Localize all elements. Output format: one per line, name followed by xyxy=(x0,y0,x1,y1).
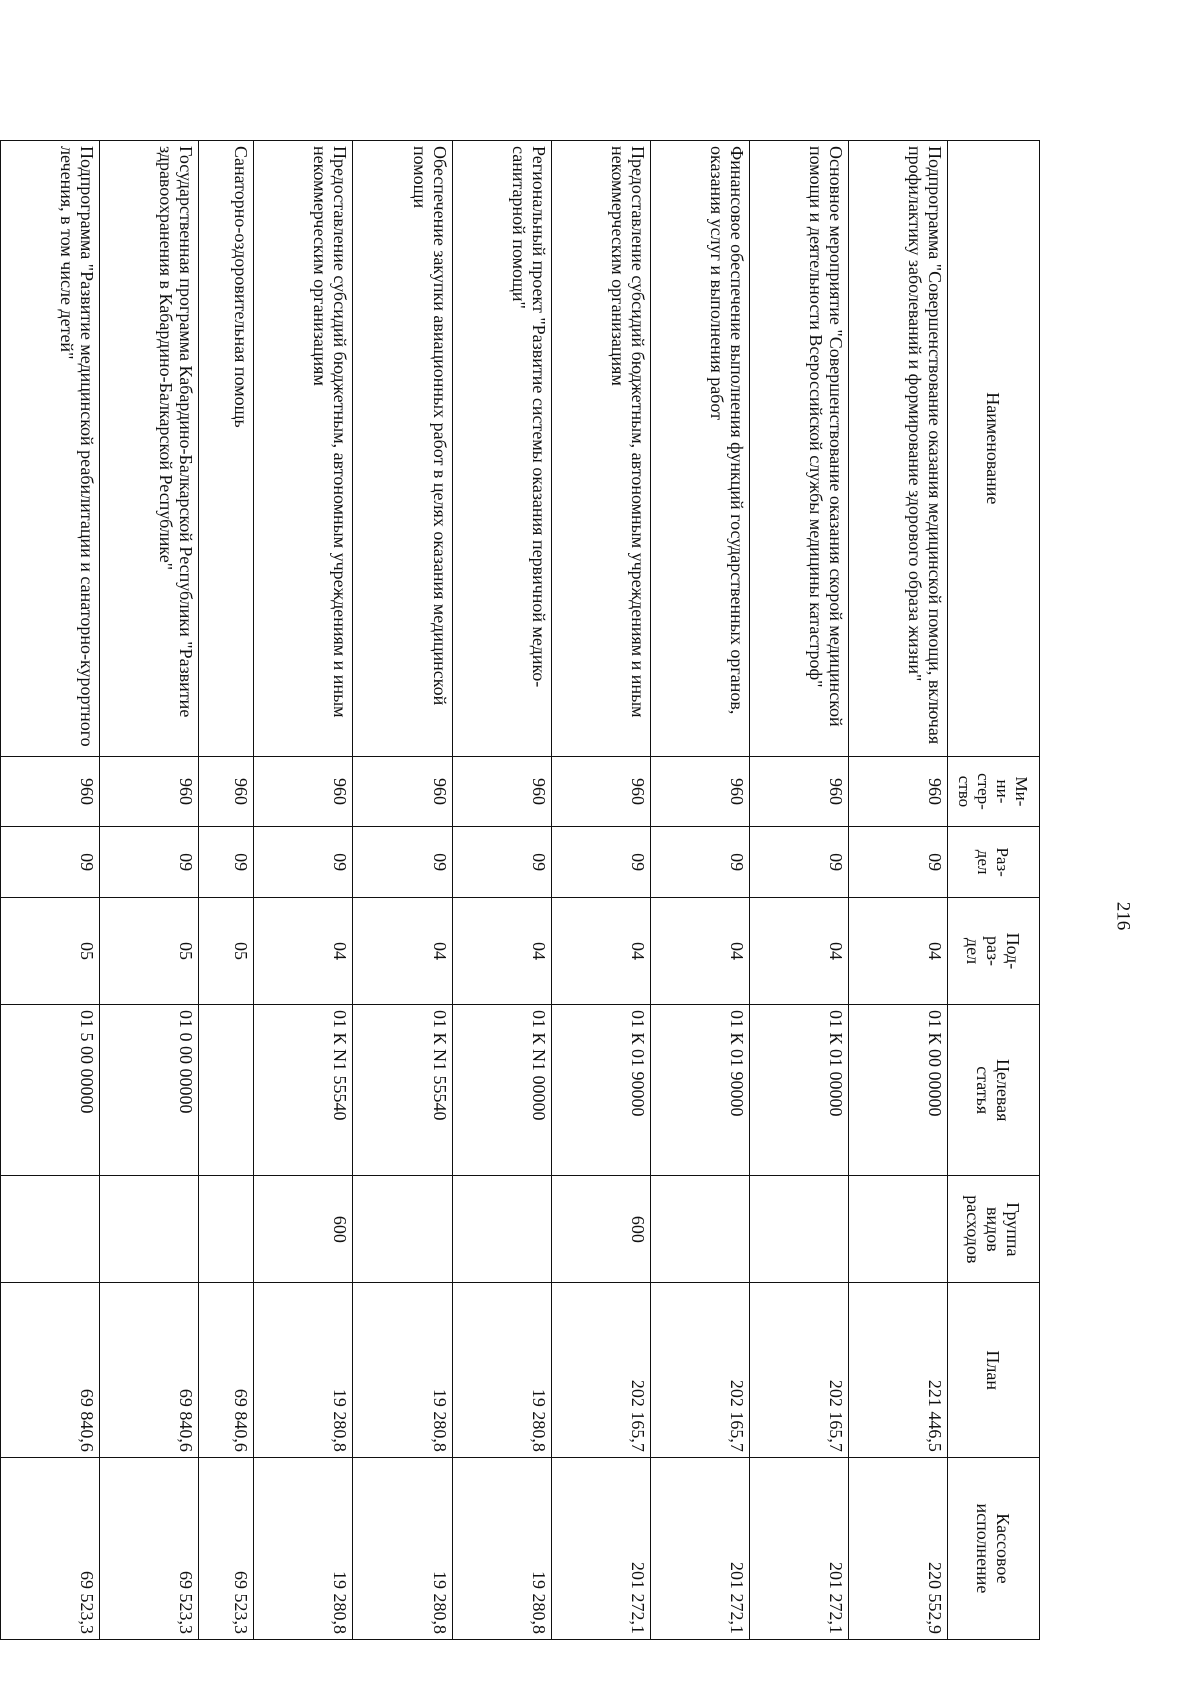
row-section: 09 xyxy=(551,827,650,898)
row-ministry: 960 xyxy=(100,756,199,827)
row-name: Основное мероприятие "Совершенствование оказания скорой медицинской помощи и деятельности Всероссийской службы медицины катастроф" xyxy=(749,141,848,757)
row-target: 01 К 01 00000 xyxy=(749,1005,848,1176)
row-cash: 69 523,3 xyxy=(199,1457,254,1639)
row-group: 600 xyxy=(254,1176,353,1283)
row-name: Подпрограмма "Совершенствование оказания медицинской помощи, включая профилактику заболеваний и формирование здорового образа жизни" xyxy=(848,141,947,757)
row-group: 600 xyxy=(551,1176,650,1283)
row-cash: 69 523,3 xyxy=(100,1457,199,1639)
table-row xyxy=(254,141,353,1640)
table-row xyxy=(848,141,947,1640)
row-plan: 221 446,5 xyxy=(848,1283,947,1458)
header-target: Целевая статья xyxy=(948,1005,1040,1176)
row-ministry: 960 xyxy=(848,756,947,827)
row-target xyxy=(199,1005,254,1176)
row-subsection: 04 xyxy=(551,897,650,1004)
row-cash: 69 523,3 xyxy=(1,1457,100,1639)
row-name: Финансовое обеспечение выполнения функций государственных органов, оказания услуг и выполнения работ xyxy=(650,141,749,757)
row-ministry: 960 xyxy=(650,756,749,827)
row-cash: 220 552,9 xyxy=(848,1457,947,1639)
row-group xyxy=(848,1176,947,1283)
header-section: Раз- дел xyxy=(948,827,1040,898)
table-row xyxy=(199,141,254,1640)
row-target: 01 К 00 00000 xyxy=(848,1005,947,1176)
table-row xyxy=(1,141,100,1640)
row-section: 09 xyxy=(452,827,551,898)
row-section: 09 xyxy=(749,827,848,898)
row-plan: 69 840,6 xyxy=(100,1283,199,1458)
row-name: Предоставление субсидий бюджетным, автономным учреждениям и иным некоммерческим организациям xyxy=(254,141,353,757)
row-subsection: 04 xyxy=(353,897,452,1004)
row-section: 09 xyxy=(1,827,100,898)
header-row xyxy=(948,141,1040,1640)
row-plan: 69 840,6 xyxy=(199,1283,254,1458)
row-group xyxy=(100,1176,199,1283)
row-target: 01 5 00 00000 xyxy=(1,1005,100,1176)
row-plan: 69 840,6 xyxy=(1,1283,100,1458)
row-group xyxy=(452,1176,551,1283)
row-target: 01 0 00 00000 xyxy=(100,1005,199,1176)
header-cash: Кассовое исполнение xyxy=(948,1457,1040,1639)
row-section: 09 xyxy=(199,827,254,898)
row-subsection: 04 xyxy=(650,897,749,1004)
row-subsection: 05 xyxy=(1,897,100,1004)
row-target: 01 К N1 55540 xyxy=(254,1005,353,1176)
row-cash: 201 272,1 xyxy=(650,1457,749,1639)
table-row xyxy=(650,141,749,1640)
row-group xyxy=(353,1176,452,1283)
row-ministry: 960 xyxy=(452,756,551,827)
row-target: 01 К N1 00000 xyxy=(452,1005,551,1176)
row-group xyxy=(650,1176,749,1283)
header-name: Наименование xyxy=(948,141,1040,757)
row-section: 09 xyxy=(353,827,452,898)
table-row xyxy=(749,141,848,1640)
row-subsection: 05 xyxy=(100,897,199,1004)
row-ministry: 960 xyxy=(551,756,650,827)
row-target: 01 К 01 90000 xyxy=(551,1005,650,1176)
row-name: Обеспечение закупки авиационных работ в целях оказания медицинской помощи xyxy=(353,141,452,757)
row-name: Региональный проект "Развитие системы оказания первичной медико-санитарной помощи" xyxy=(452,141,551,757)
row-plan: 202 165,7 xyxy=(551,1283,650,1458)
table-row xyxy=(353,141,452,1640)
table-row xyxy=(452,141,551,1640)
rotated-table-container xyxy=(0,140,1040,1640)
row-ministry: 960 xyxy=(1,756,100,827)
row-cash: 19 280,8 xyxy=(353,1457,452,1639)
row-subsection: 04 xyxy=(848,897,947,1004)
header-plan: План xyxy=(948,1283,1040,1458)
row-target: 01 К N1 55540 xyxy=(353,1005,452,1176)
row-subsection: 04 xyxy=(254,897,353,1004)
row-section: 09 xyxy=(254,827,353,898)
header-ministry: Ми- ни- стер- ство xyxy=(948,756,1040,827)
row-plan: 202 165,7 xyxy=(650,1283,749,1458)
row-cash: 19 280,8 xyxy=(254,1457,353,1639)
table-row xyxy=(100,141,199,1640)
row-name: Предоставление субсидий бюджетным, автономным учреждениям и иным некоммерческим организациям xyxy=(551,141,650,757)
header-expense-group: Группа видов расходов xyxy=(948,1176,1040,1283)
row-group xyxy=(1,1176,100,1283)
row-cash: 201 272,1 xyxy=(551,1457,650,1639)
row-subsection: 04 xyxy=(749,897,848,1004)
row-section: 09 xyxy=(650,827,749,898)
row-name: Государственная программа Кабардино-Балкарской Республики "Развитие здравоохранения в Кабардино-Балкарской Республике" xyxy=(100,141,199,757)
row-group xyxy=(749,1176,848,1283)
budget-table xyxy=(0,140,1040,1640)
row-target: 01 К 01 90000 xyxy=(650,1005,749,1176)
row-cash: 201 272,1 xyxy=(749,1457,848,1639)
row-ministry: 960 xyxy=(199,756,254,827)
row-ministry: 960 xyxy=(254,756,353,827)
row-name: Подпрограмма "Развитие медицинской реабилитации и санаторно-курортного лечения, в том числе детей" xyxy=(1,141,100,757)
row-section: 09 xyxy=(100,827,199,898)
row-section: 09 xyxy=(848,827,947,898)
page-number: 216 xyxy=(1112,901,1134,931)
row-plan: 19 280,8 xyxy=(452,1283,551,1458)
row-name: Санаторно-оздоровительная помощь xyxy=(199,141,254,757)
row-subsection: 05 xyxy=(199,897,254,1004)
row-ministry: 960 xyxy=(749,756,848,827)
row-cash: 19 280,8 xyxy=(452,1457,551,1639)
header-subsection: Под- раз- дел xyxy=(948,897,1040,1004)
row-ministry: 960 xyxy=(353,756,452,827)
row-group xyxy=(199,1176,254,1283)
table-row xyxy=(551,141,650,1640)
row-plan: 202 165,7 xyxy=(749,1283,848,1458)
row-plan: 19 280,8 xyxy=(353,1283,452,1458)
row-plan: 19 280,8 xyxy=(254,1283,353,1458)
row-subsection: 04 xyxy=(452,897,551,1004)
